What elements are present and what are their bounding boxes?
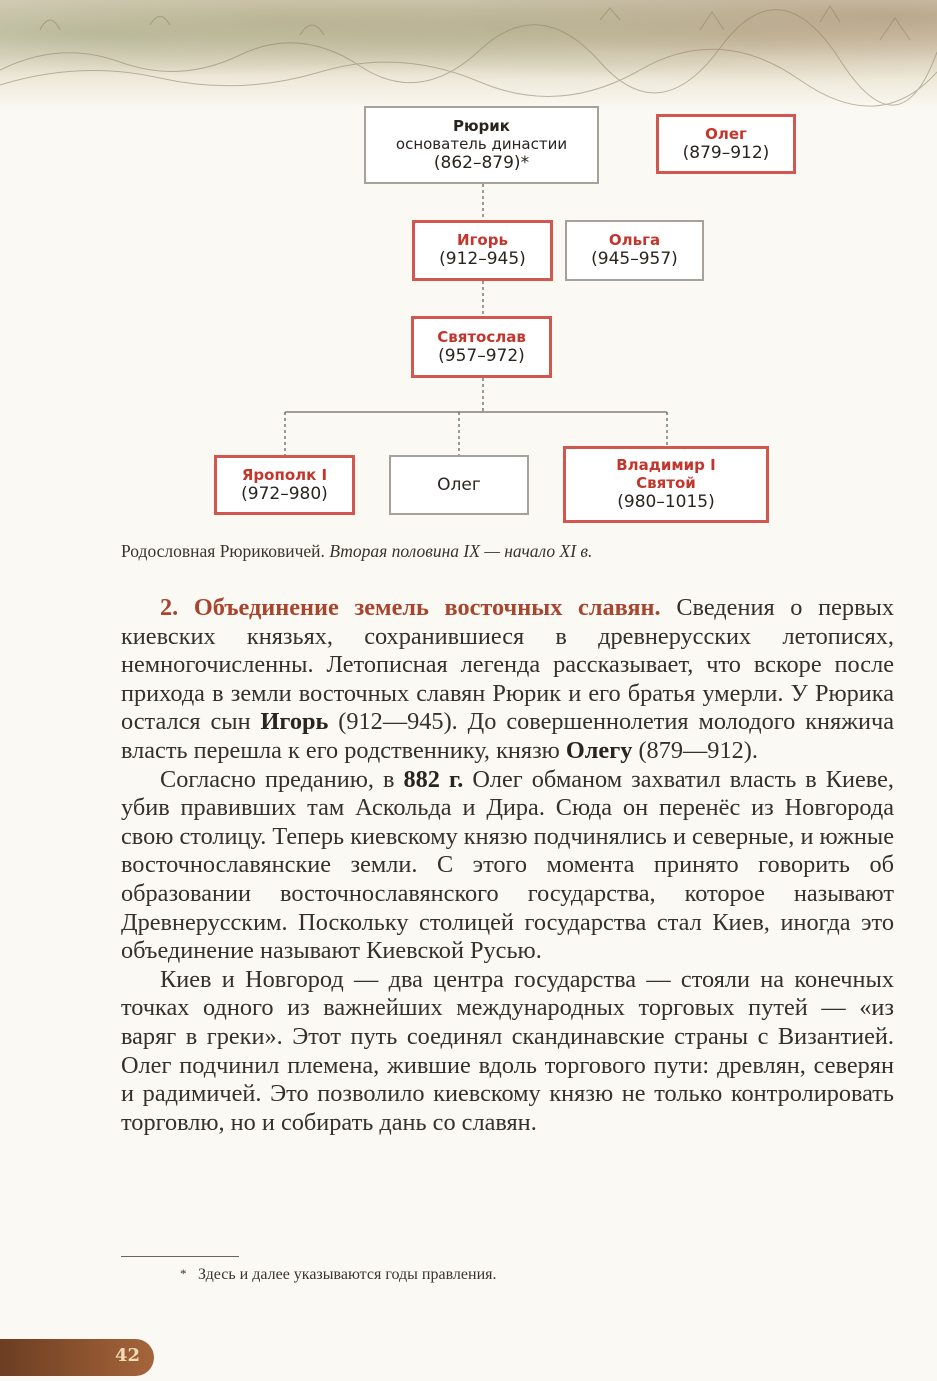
node-svyatoslav-name: Святослав xyxy=(437,327,526,346)
p1-igor-bold: Игорь xyxy=(260,708,329,736)
p2-text-a: Согласно преданию, в xyxy=(160,765,404,793)
node-yaropolk-years: (972–980) xyxy=(241,483,328,504)
node-vladimir-name-line2: Святой xyxy=(636,474,696,493)
node-vladimir-name-line1: Владимир I xyxy=(616,456,716,475)
node-ryurik-years: (862–879)* xyxy=(433,152,530,173)
node-igor-years: (912–945) xyxy=(439,249,526,270)
page-number-tab xyxy=(0,1339,154,1376)
footnote-mark: * xyxy=(180,1266,187,1281)
p2-year-bold: 882 г. xyxy=(403,765,464,793)
page-number: 42 xyxy=(114,1345,140,1366)
node-oleg-regent-years: (879–912) xyxy=(682,142,770,163)
node-olga xyxy=(565,220,704,281)
node-oleg-son-name: Олег xyxy=(437,474,481,495)
chart-caption xyxy=(121,541,592,562)
paragraph-3: Киев и Новгород — два центра государства — стояли на конечных точках одного из важнейших международных торговых путей — «из варяг в греки». Этот путь соединял скандинавские страны с Византией. Олег подчинил племена, жившие вдоль торгового пути: древлян, северян и радимичей. Это позволило киевскому князю не только контролировать торговлю, но и собирать дань со славян. xyxy=(121,965,894,1136)
node-svyatoslav xyxy=(411,316,552,378)
genealogy-chart xyxy=(0,0,937,540)
p1-oleg-bold: Олегу xyxy=(565,736,633,764)
node-vladimir xyxy=(563,446,769,523)
node-vladimir-years: (980–1015) xyxy=(617,492,715,513)
node-oleg-regent-name: Олег xyxy=(705,124,747,143)
p1-text-b: (912—945). До совершеннолетия молодого княжича власть перешла к его родственнику, князю xyxy=(121,708,894,764)
node-svyatoslav-years: (957–972) xyxy=(438,345,525,366)
node-ryurik-role: основатель династии xyxy=(395,134,568,153)
node-ryurik-name: Рюрик xyxy=(452,116,510,135)
caption-plain: Родословная Рюриковичей. xyxy=(121,541,330,561)
node-olga-years: (945–957) xyxy=(591,249,678,270)
footnote-text: Здесь и далее указываются годы правления. xyxy=(198,1266,497,1283)
node-yaropolk xyxy=(214,455,355,515)
p2-text-b: Олег обманом захватил власть в Киеве, убив правивших там Аскольда и Дира. Сюда он перенёс из Новгорода свою столицу. Теперь киевскому князю подчинялись и северные, и южные восточнославянские земли. С этого момента принято говорить об образовании восточнославянского государства, которое называют Древнерусским. Поскольку столицей государства стал Киев, иногда это объединение называют Киевской Русью. xyxy=(121,765,894,965)
node-olga-name: Ольга xyxy=(608,231,661,250)
node-oleg-son xyxy=(389,455,529,515)
section-body xyxy=(121,594,894,1137)
paragraph-1 xyxy=(121,594,894,766)
section-title: 2. Объединение земель восточных славян. xyxy=(160,594,661,621)
p1-text-a: Сведения о первых киевских князьях, сохранившиеся в древнерусских летописях, немногочисленны. Летописная легенда рассказывает, что вскоре после прихода в земли восточных славян Рюрик и его братья умерли. У Рюрика остался сын xyxy=(121,594,895,736)
node-oleg-regent xyxy=(656,114,796,174)
node-yaropolk-name: Ярополк I xyxy=(241,465,328,484)
p1-text-c: (879—912). xyxy=(632,736,758,764)
paragraph-2 xyxy=(121,766,894,966)
footnote-rule xyxy=(121,1256,239,1257)
node-igor xyxy=(412,220,553,281)
caption-italic: Вторая половина IX — начало XI в. xyxy=(329,541,593,561)
node-igor-name: Игорь xyxy=(457,231,508,250)
node-ryurik xyxy=(364,106,599,184)
